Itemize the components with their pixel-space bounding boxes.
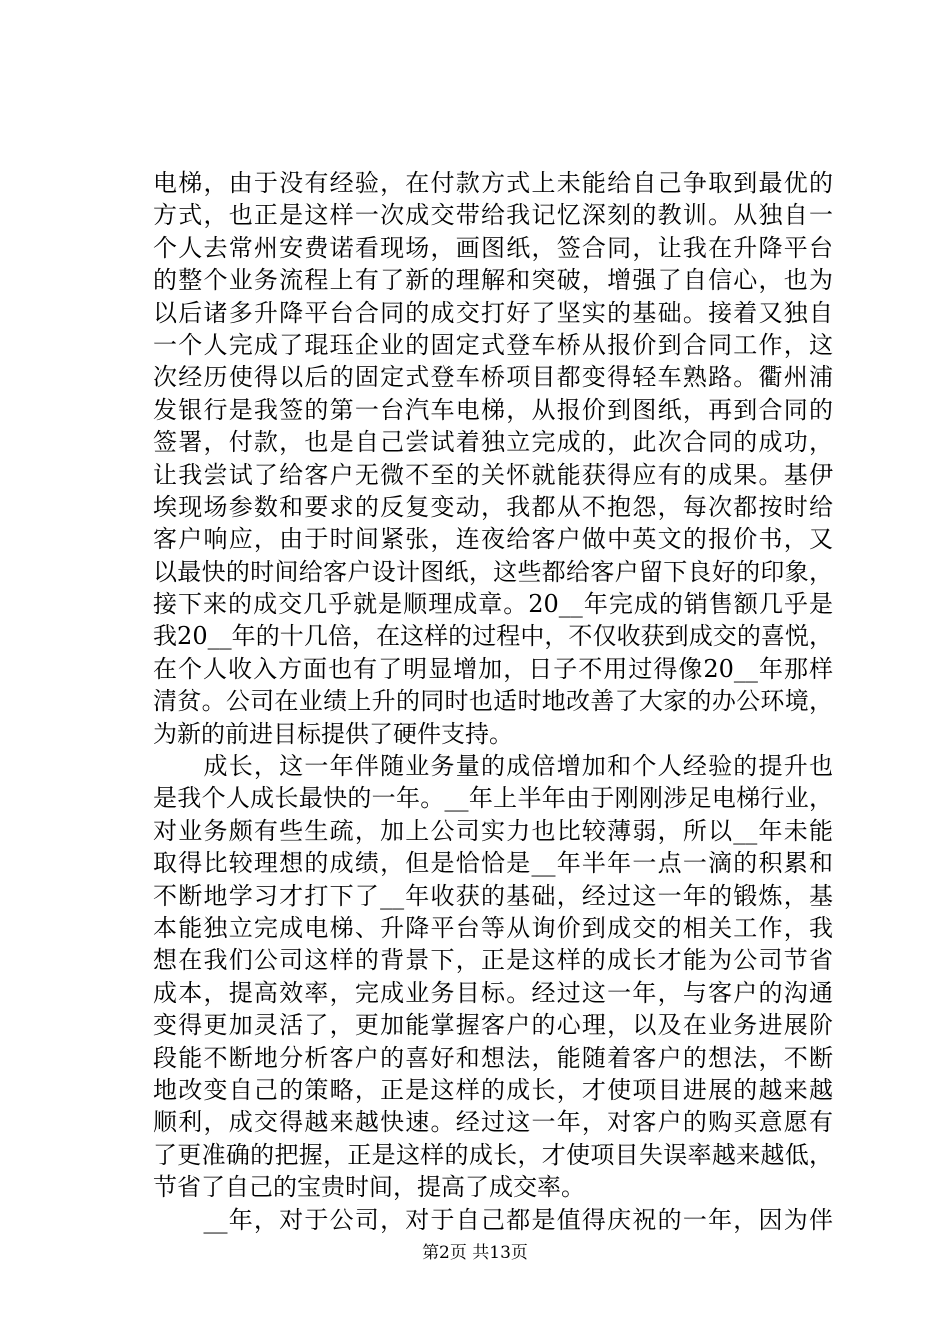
text-line: 发银行是我签的第一台汽车电梯，从报价到图纸，再到合同的 xyxy=(153,395,833,424)
text-line: 的整个业务流程上有了新的理解和突破，增强了自信心，也为 xyxy=(153,266,833,295)
text-line: 段能不断地分析客户的喜好和想法，能随着客户的想法，不断 xyxy=(153,1043,833,1072)
page-footer: 第2页 共13页 xyxy=(422,1243,528,1263)
text-line: 埃现场参数和要求的反复变动，我都从不抱怨，每次都按时给 xyxy=(153,492,833,521)
text-line: 让我尝试了给客户无微不至的关怀就能获得应有的成果。基伊 xyxy=(153,460,833,489)
text-line: 以后诸多升降平台合同的成交打好了坚实的基础。接着又独自 xyxy=(153,298,833,327)
text-line: 想在我们公司这样的背景下，正是这样的成长才能为公司节省 xyxy=(153,946,833,975)
text-line: 签署，付款，也是自己尝试着独立完成的，此次合同的成功， xyxy=(153,428,833,457)
text-line: 一个人完成了琨珏企业的固定式登车桥从报价到合同工作，这 xyxy=(153,330,833,359)
paragraph xyxy=(153,1204,833,1236)
text-line: 节省了自己的宝贵时间，提高了成交率。 xyxy=(153,1173,585,1202)
text-line: 以最快的时间给客户设计图纸，这些都给客户留下良好的印象， xyxy=(153,557,833,586)
paragraph xyxy=(153,167,833,750)
text-line: 变得更加灵活了，更加能掌握客户的心理，以及在业务进展阶 xyxy=(153,1011,833,1040)
text-line: 成本，提高效率，完成业务目标。经过这一年，与客户的沟通 xyxy=(153,978,833,1007)
document-body xyxy=(153,167,833,1236)
text-line: 电梯，由于没有经验，在付款方式上未能给自己争取到最优的 xyxy=(153,169,833,197)
text-line: 取得比较理想的成绩，但是恰恰是__年半年一点一滴的积累和 xyxy=(153,849,833,878)
text-line: 接下来的成交几乎就是顺理成章。20__年完成的销售额几乎是 xyxy=(153,590,833,619)
text-line: 对业务颇有些生疏，加上公司实力也比较薄弱，所以__年未能 xyxy=(153,816,833,845)
text-line: 成长，这一年伴随业务量的成倍增加和个人经验的提升也 xyxy=(153,752,833,781)
text-line: 地改变自己的策略，正是这样的成长，才使项目进展的越来越 xyxy=(153,1075,833,1104)
text-line: 次经历使得以后的固定式登车桥项目都变得轻车熟路。衢州浦 xyxy=(153,363,833,392)
text-line: 清贫。公司在业绩上升的同时也适时地改善了大家的办公环境， xyxy=(153,687,833,716)
text-line: 我20__年的十几倍，在这样的过程中，不仅收获到成交的喜悦， xyxy=(153,622,833,651)
text-line: 不断地学习才打下了__年收获的基础，经过这一年的锻炼，基 xyxy=(153,881,833,910)
text-line: 顺利，成交得越来越快速。经过这一年，对客户的购买意愿有 xyxy=(153,1108,833,1137)
paragraph xyxy=(153,750,833,1203)
text-line: 客户响应，由于时间紧张，连夜给客户做中英文的报价书，又 xyxy=(153,525,833,554)
text-line: __年，对于公司，对于自己都是值得庆祝的一年，因为伴 xyxy=(153,1205,833,1234)
text-line: 本能独立完成电梯、升降平台等从询价到成交的相关工作，我 xyxy=(153,913,833,942)
text-line: 为新的前进目标提供了硬件支持。 xyxy=(153,719,513,748)
text-line: 是我个人成长最快的一年。__年上半年由于刚刚涉足电梯行业， xyxy=(153,784,833,813)
text-line: 方式，也正是这样一次成交带给我记忆深刻的教训。从独自一 xyxy=(153,201,833,230)
text-line: 了更准确的把握，正是这样的成长，才使项目失误率越来越低， xyxy=(153,1140,833,1169)
text-line: 个人去常州安费诺看现场，画图纸，签合同，让我在升降平台 xyxy=(153,233,833,262)
text-line: 在个人收入方面也有了明显增加，日子不用过得像20__年那样 xyxy=(153,654,833,683)
